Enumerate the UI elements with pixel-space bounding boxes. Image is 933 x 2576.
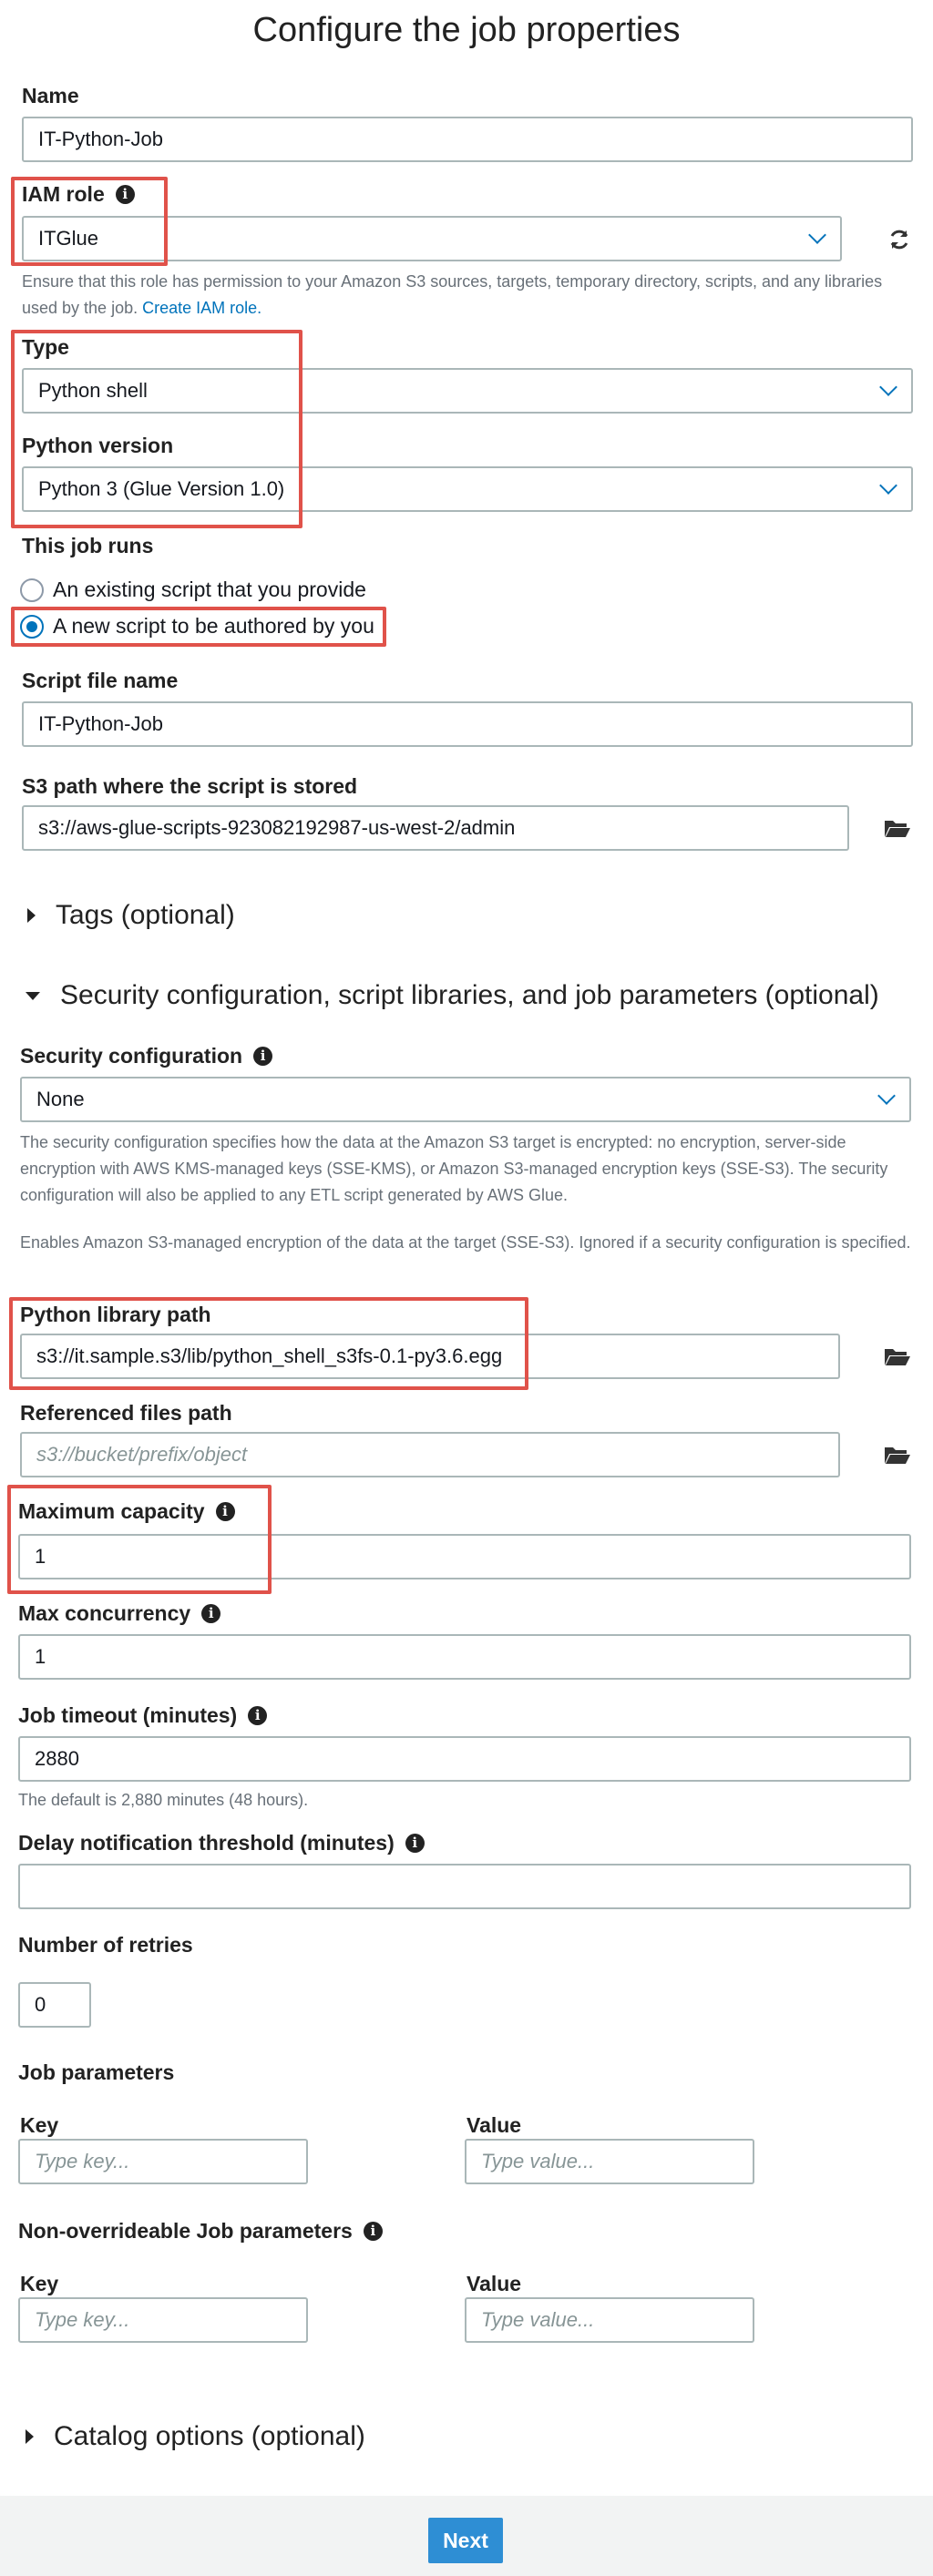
max-concurrency-input[interactable]: 1	[18, 1634, 911, 1680]
info-icon[interactable]: i	[116, 185, 135, 204]
non-overrideable-parameters-label	[18, 2219, 383, 2244]
referenced-files-path-input[interactable]: s3://bucket/prefix/object	[20, 1432, 840, 1477]
folder-open-icon[interactable]	[882, 813, 913, 843]
caret-down-icon	[26, 992, 40, 1000]
s3-path-label: S3 path where the script is stored	[22, 774, 358, 798]
non-overrideable-value-label: Value	[466, 2272, 522, 2295]
radio-new-script-label: A new script to be authored by you	[53, 614, 374, 638]
security-configuration-select[interactable]	[20, 1077, 911, 1122]
python-version-value: Python 3 (Glue Version 1.0)	[38, 477, 285, 500]
chevron-down-icon	[808, 226, 826, 244]
chevron-down-icon	[879, 476, 897, 495]
job-parameters-key-input[interactable]: Type key...	[18, 2139, 308, 2184]
s3-path-input[interactable]: s3://aws-glue-scripts-923082192987-us-west-2/admin	[22, 805, 849, 851]
python-library-path-input[interactable]: s3://it.sample.s3/lib/python_shell_s3fs-0.1-py3.6.egg	[20, 1334, 840, 1379]
iam-role-value: ITGlue	[38, 227, 99, 250]
radio-button[interactable]	[20, 578, 44, 602]
script-file-name-input[interactable]: IT-Python-Job	[22, 701, 913, 747]
info-icon[interactable]: i	[216, 1502, 235, 1521]
job-parameters-value-label: Value	[466, 2113, 522, 2137]
catalog-section-toggle[interactable]	[26, 2421, 365, 2452]
job-parameters-key-label: Key	[20, 2113, 59, 2137]
job-runs-label: This job runs	[22, 534, 154, 557]
job-parameters-value-input[interactable]: Type value...	[465, 2139, 754, 2184]
sse-s3-help: Enables Amazon S3-managed encryption of the data at the target (SSE-S3). Ignored if a security configuration is specified.	[20, 1233, 911, 1252]
job-timeout-label	[18, 1703, 267, 1728]
referenced-files-path-label: Referenced files path	[20, 1401, 232, 1425]
type-value: Python shell	[38, 379, 148, 402]
iam-role-help-text: Ensure that this role has permission to your Amazon S3 sources, targets, temporary directory, scripts, and any libraries used by the job.	[22, 272, 883, 317]
caret-right-icon	[27, 908, 36, 923]
maximum-capacity-input[interactable]: 1	[18, 1534, 911, 1579]
job-parameters-label: Job parameters	[18, 2060, 175, 2084]
page-title: Configure the job properties	[252, 11, 681, 49]
type-label: Type	[22, 335, 69, 359]
retries-label: Number of retries	[18, 1933, 193, 1957]
security-section-label: Security configuration, script libraries, and job parameters (optional)	[60, 980, 879, 1010]
maximum-capacity-label-text: Maximum capacity	[18, 1499, 205, 1523]
job-timeout-input[interactable]: 2880	[18, 1736, 911, 1782]
folder-open-icon[interactable]	[882, 1439, 913, 1470]
next-button[interactable]: Next	[428, 2518, 503, 2563]
python-library-path-label: Python library path	[20, 1303, 211, 1326]
info-icon[interactable]: i	[201, 1604, 220, 1623]
max-concurrency-label	[18, 1601, 220, 1626]
job-timeout-label-text: Job timeout (minutes)	[18, 1703, 238, 1727]
info-icon[interactable]: i	[248, 1706, 267, 1725]
iam-role-help	[22, 269, 906, 322]
delay-notification-label-text: Delay notification threshold (minutes)	[18, 1831, 395, 1855]
security-configuration-label-text: Security configuration	[20, 1044, 243, 1068]
name-label: Name	[22, 84, 79, 107]
name-input[interactable]: IT-Python-Job	[22, 117, 913, 162]
tags-section-label: Tags (optional)	[56, 900, 235, 930]
highlight-type-version	[11, 330, 302, 528]
refresh-icon[interactable]	[884, 224, 915, 255]
radio-existing-script-label: An existing script that you provide	[53, 578, 366, 601]
radio-existing-script[interactable]	[20, 578, 366, 602]
tags-section-toggle[interactable]	[27, 900, 235, 931]
caret-right-icon	[26, 2429, 34, 2444]
catalog-section-label: Catalog options (optional)	[54, 2421, 365, 2451]
info-icon[interactable]: i	[364, 2222, 383, 2241]
python-version-label: Python version	[22, 434, 174, 457]
non-overrideable-value-input[interactable]: Type value...	[465, 2297, 754, 2343]
max-concurrency-label-text: Max concurrency	[18, 1601, 191, 1625]
chevron-down-icon	[879, 378, 897, 396]
highlight-maximum-capacity	[7, 1485, 272, 1594]
iam-role-label-text: IAM role	[22, 182, 105, 206]
highlight-python-library-path	[9, 1297, 528, 1390]
highlight-new-script	[11, 607, 386, 647]
non-overrideable-key-input[interactable]: Type key...	[18, 2297, 308, 2343]
security-configuration-label	[20, 1044, 272, 1068]
script-file-name-label: Script file name	[22, 669, 179, 692]
delay-notification-label	[18, 1831, 425, 1855]
highlight-iam-role	[11, 177, 168, 266]
folder-open-icon[interactable]	[882, 1341, 913, 1372]
chevron-down-icon	[877, 1087, 896, 1105]
job-timeout-help: The default is 2,880 minutes (48 hours).	[18, 1791, 309, 1809]
create-iam-role-link[interactable]: Create IAM role.	[142, 299, 262, 317]
retries-input[interactable]: 0	[18, 1982, 91, 2028]
info-icon[interactable]: i	[405, 1834, 425, 1853]
security-configuration-value: None	[36, 1088, 85, 1110]
non-overrideable-parameters-label-text: Non-overrideable Job parameters	[18, 2219, 353, 2243]
security-configuration-help: The security configuration specifies how the data at the Amazon S3 target is encrypted: no encryption, server-side encryption with AWS KMS-managed keys (SSE-KMS), or Amazon S3-managed encryption keys (SSE-S3). The security configuration will also be applied to any ETL script generated by AWS Glue.	[20, 1133, 888, 1204]
delay-notification-input[interactable]	[18, 1864, 911, 1909]
non-overrideable-key-label: Key	[20, 2272, 59, 2295]
info-icon[interactable]: i	[253, 1047, 272, 1066]
security-section-toggle[interactable]	[26, 980, 879, 1011]
